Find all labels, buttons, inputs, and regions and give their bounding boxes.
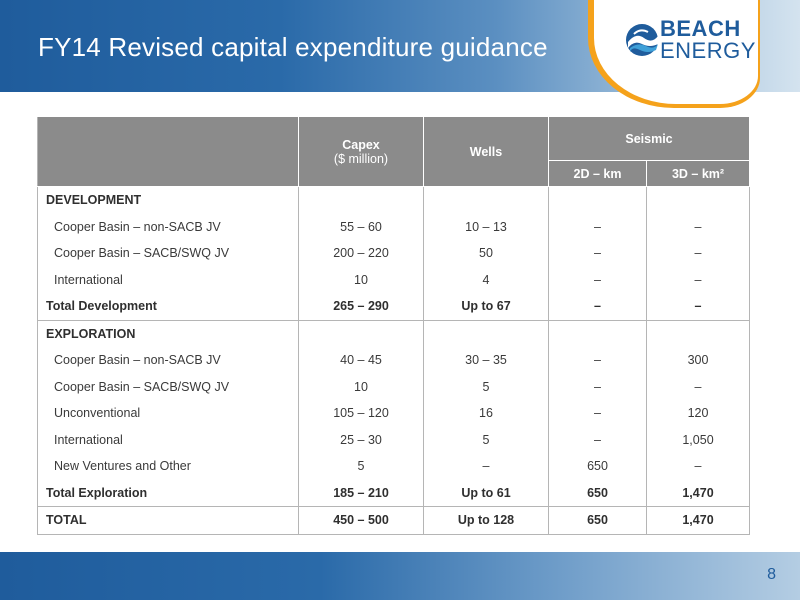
page-number: 8 <box>767 566 776 583</box>
footer-bar <box>0 552 800 600</box>
row-seismic-2d: – <box>549 400 647 427</box>
table-row <box>38 267 750 294</box>
total-wells: Up to 67 <box>424 293 549 320</box>
row-wells: 16 <box>424 400 549 427</box>
row-seismic-2d: – <box>549 347 647 374</box>
row-wells: 5 <box>424 374 549 401</box>
section-heading-row <box>38 187 750 214</box>
table-row <box>38 453 750 480</box>
grand-total-row <box>38 507 750 535</box>
row-wells: 5 <box>424 427 549 454</box>
total-seismic-2d: 650 <box>549 480 647 507</box>
grand-total-wells: Up to 128 <box>424 507 549 535</box>
row-capex: 200 – 220 <box>299 240 424 267</box>
header-seismic-2d: 2D – km <box>549 161 647 187</box>
row-seismic-3d: 300 <box>647 347 750 374</box>
row-wells: 10 – 13 <box>424 214 549 241</box>
row-seismic-2d: – <box>549 427 647 454</box>
row-wells: 50 <box>424 240 549 267</box>
table-row <box>38 427 750 454</box>
row-label: Cooper Basin – SACB/SWQ JV <box>38 240 299 267</box>
total-seismic-3d: 1,470 <box>647 480 750 507</box>
slide-title: FY14 Revised capital expenditure guidance <box>38 32 548 62</box>
total-capex: 265 – 290 <box>299 293 424 320</box>
row-seismic-3d: – <box>647 214 750 241</box>
total-label: Total Exploration <box>38 480 299 507</box>
row-capex: 40 – 45 <box>299 347 424 374</box>
total-row <box>38 293 750 320</box>
grand-total-seismic-3d: 1,470 <box>647 507 750 535</box>
header-capex-line1: Capex <box>342 137 380 152</box>
row-seismic-2d: 650 <box>549 453 647 480</box>
total-label: Total Development <box>38 293 299 320</box>
row-seismic-2d: – <box>549 374 647 401</box>
grand-total-capex: 450 – 500 <box>299 507 424 535</box>
row-seismic-3d: – <box>647 453 750 480</box>
logo-word-energy: ENERGY <box>660 38 756 63</box>
row-label: International <box>38 267 299 294</box>
row-capex: 5 <box>299 453 424 480</box>
row-seismic-3d: 120 <box>647 400 750 427</box>
table-row <box>38 214 750 241</box>
beach-energy-logo-icon <box>624 22 660 58</box>
row-label: Cooper Basin – non-SACB JV <box>38 214 299 241</box>
table-row <box>38 347 750 374</box>
row-capex: 10 <box>299 267 424 294</box>
total-capex: 185 – 210 <box>299 480 424 507</box>
row-label: Unconventional <box>38 400 299 427</box>
row-seismic-3d: – <box>647 374 750 401</box>
logo-word-beach: BEACH <box>660 16 741 41</box>
total-wells: Up to 61 <box>424 480 549 507</box>
row-label: International <box>38 427 299 454</box>
header-capex-line2: ($ million) <box>333 151 389 166</box>
logo-text <box>660 18 756 62</box>
row-capex: 10 <box>299 374 424 401</box>
row-seismic-3d: 1,050 <box>647 427 750 454</box>
row-seismic-2d: – <box>549 267 647 294</box>
row-seismic-2d: – <box>549 214 647 241</box>
row-seismic-3d: – <box>647 240 750 267</box>
grand-total-label: TOTAL <box>38 507 299 535</box>
row-seismic-2d: – <box>549 240 647 267</box>
row-label: Cooper Basin – non-SACB JV <box>38 347 299 374</box>
header-capex <box>299 117 424 187</box>
row-wells: 30 – 35 <box>424 347 549 374</box>
total-seismic-2d: – <box>549 293 647 320</box>
section-heading: EXPLORATION <box>38 320 299 347</box>
header-seismic: Seismic <box>549 117 750 161</box>
total-seismic-3d: – <box>647 293 750 320</box>
header-blank-cell <box>38 117 299 187</box>
total-row <box>38 480 750 507</box>
row-capex: 105 – 120 <box>299 400 424 427</box>
section-heading-row <box>38 320 750 347</box>
section-heading: DEVELOPMENT <box>38 187 299 214</box>
table-row <box>38 400 750 427</box>
row-seismic-3d: – <box>647 267 750 294</box>
row-label: New Ventures and Other <box>38 453 299 480</box>
table-row <box>38 240 750 267</box>
row-label: Cooper Basin – SACB/SWQ JV <box>38 374 299 401</box>
header-seismic-3d: 3D – km² <box>647 161 750 187</box>
row-capex: 55 – 60 <box>299 214 424 241</box>
header-wells: Wells <box>424 117 549 187</box>
row-wells: – <box>424 453 549 480</box>
row-wells: 4 <box>424 267 549 294</box>
row-capex: 25 – 30 <box>299 427 424 454</box>
table-row <box>38 374 750 401</box>
capex-guidance-table <box>37 116 750 535</box>
grand-total-seismic-2d: 650 <box>549 507 647 535</box>
logo-background <box>594 0 758 104</box>
